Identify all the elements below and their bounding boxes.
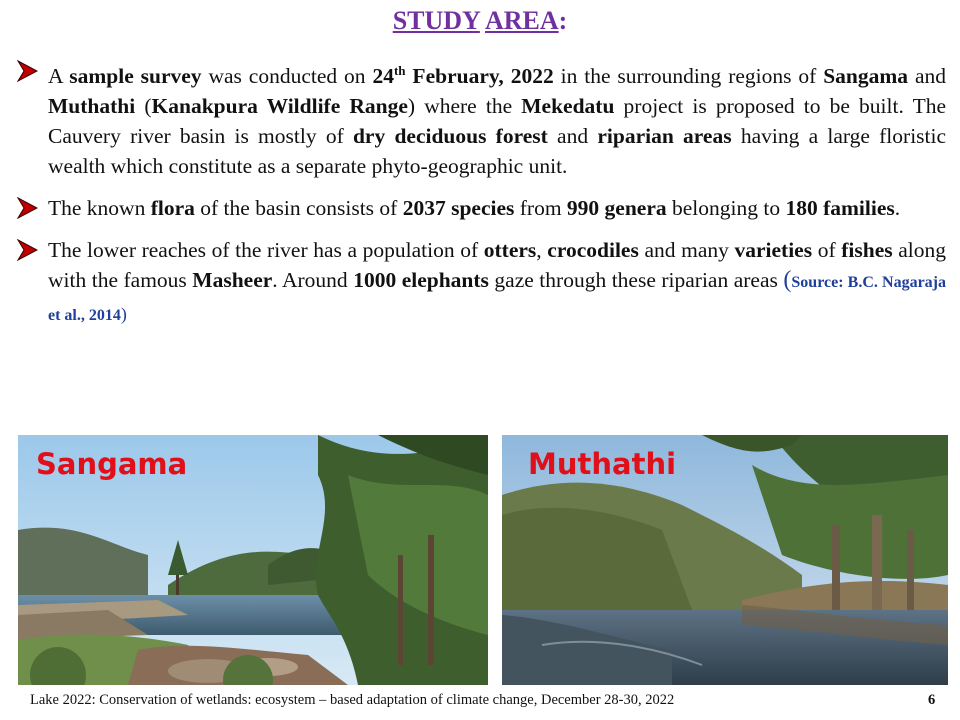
bullet-3: The lower reaches of the river has a population of otters, crocodiles and many varieties of fishes along with the famous Masheer. Around 1000 elephants gaze through these riparian areas (Source: B.C. Nagaraja et al., 2014) <box>16 235 946 331</box>
title-colon: : <box>558 6 568 35</box>
title-word-study: STUDY <box>392 6 480 35</box>
page-number: 6 <box>928 692 936 708</box>
sangama-label: Sangama <box>36 447 188 481</box>
arrow-bullet-icon <box>16 239 38 261</box>
source-citation: Source: B.C. Nagaraja et al., 2014 <box>48 274 946 325</box>
bullet-1: A sample survey was conducted on 24th February, 2022 in the surrounding regions of Sangama and Muthathi (Kanakpura Wildlife Range) where the Mekedatu project is proposed to be built. The Cauvery river basin is mostly of dry deciduous forest and riparian areas having a large floristic wealth which constitute as a separate phyto-geographic unit. <box>16 56 946 181</box>
arrow-bullet-icon <box>16 197 38 219</box>
slide-title <box>0 6 960 36</box>
muthathi-photo <box>502 435 948 685</box>
sangama-photo <box>18 435 488 685</box>
arrow-bullet-icon <box>16 60 38 82</box>
muthathi-label: Muthathi <box>528 447 677 481</box>
bullet-2: The known flora of the basin consists of 2037 species from 990 genera belonging to 180 families. <box>16 193 946 223</box>
title-word-area: AREA <box>484 6 559 35</box>
bullet-list <box>16 56 946 343</box>
slide-footer <box>0 692 960 712</box>
bold-sample-survey: sample survey <box>69 64 202 89</box>
footer-text: Lake 2022: Conservation of wetlands: ecosystem – based adaptation of climate change, December 28-30, 2022 <box>30 692 675 708</box>
